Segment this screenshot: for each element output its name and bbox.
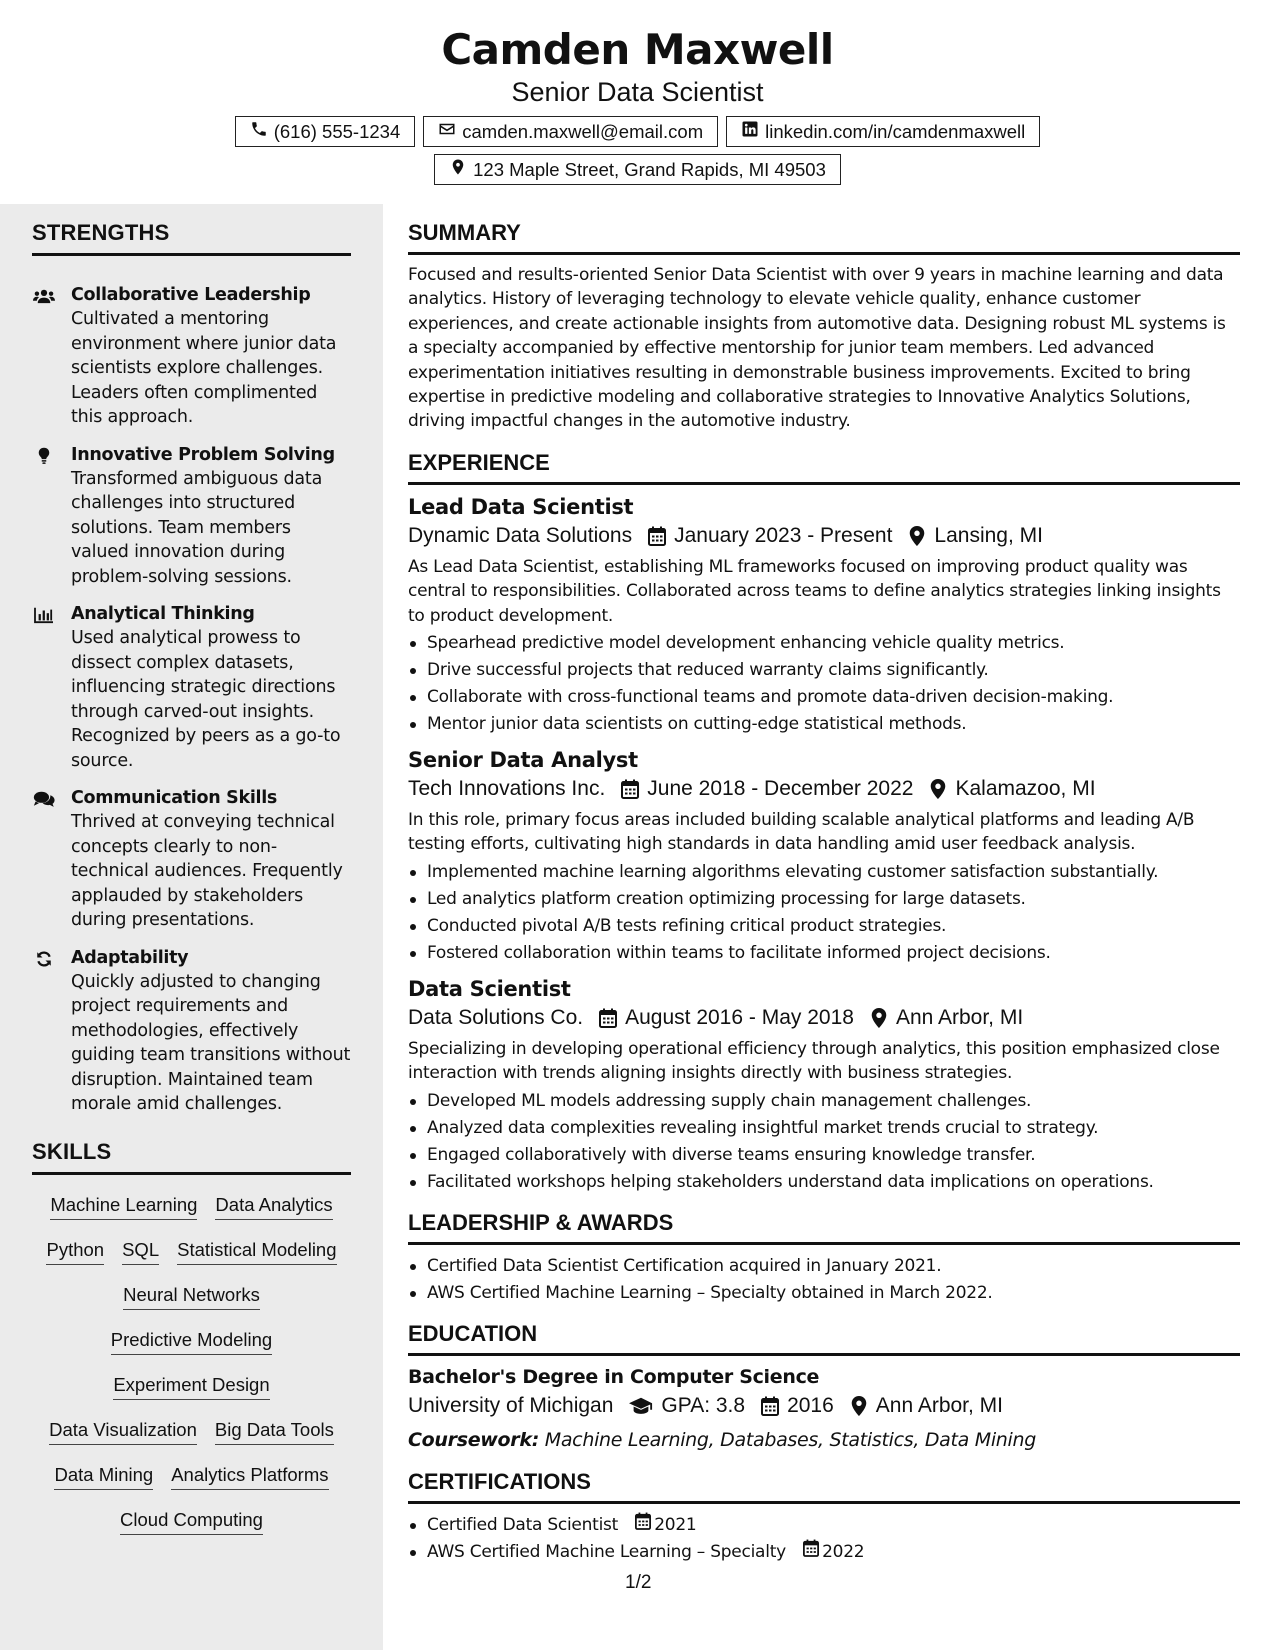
list-item: Engaged collaboratively with diverse teams ensuring knowledge transfer. (408, 1142, 1240, 1169)
job-entry (408, 975, 1240, 1196)
section-divider (408, 252, 1240, 255)
job-dates: January 2023 - Present (674, 523, 893, 547)
list-item (408, 1512, 1240, 1539)
certifications-list (408, 1512, 1240, 1566)
awards-heading: LEADERSHIP & AWARDS (408, 1209, 674, 1235)
skill-row (32, 1230, 351, 1275)
coursework-list: Machine Learning, Databases, Statistics, Data Mining (544, 1428, 1037, 1451)
job-bullets (408, 1088, 1240, 1196)
skill-tag: Machine Learning (50, 1194, 197, 1220)
section-divider (408, 1353, 1240, 1356)
cert-date (635, 1512, 696, 1539)
job-location: Kalamazoo, MI (955, 777, 1096, 801)
experience-heading: EXPERIENCE (408, 449, 550, 475)
envelope-icon (438, 120, 456, 143)
education-heading: EDUCATION (408, 1320, 538, 1346)
skill-tag: Big Data Tools (215, 1419, 334, 1445)
address-row (0, 154, 1275, 185)
job-bullets (408, 859, 1240, 967)
strength-desc: Quickly adjusted to changing project requirements and methodologies, effectively guiding team transitions without disruption. Maintained team morale amid challenges. (71, 971, 351, 1114)
calendar-icon (648, 526, 666, 546)
strength-desc: Used analytical prowess to dissect complex datasets, influencing strategic directions through carved-out insights. Recognized by peers as a go-to source. (71, 628, 341, 771)
candidate-name: Camden Maxwell (441, 25, 834, 74)
skill-row (32, 1185, 351, 1230)
linkedin-chip[interactable] (726, 116, 1040, 147)
users-icon (32, 286, 56, 306)
strength-title: Communication Skills (71, 788, 278, 808)
list-item: Collaborate with cross-functional teams and promote data-driven decision-making. (408, 684, 1240, 711)
resume-header (0, 0, 1275, 185)
strength-title: Adaptability (71, 947, 189, 968)
strength-title: Innovative Problem Solving (71, 444, 335, 465)
strength-title: Collaborative Leadership (71, 285, 311, 305)
job-bullets (408, 630, 1240, 738)
strength-item (32, 786, 351, 933)
email-text: camden.maxwell@email.com (462, 120, 704, 142)
job-description: In this role, primary focus areas included building scalable analytical platforms and leading A/B testing efforts, cultivating high standards in data handling amid user feedback analysis. (408, 810, 1195, 855)
map-pin-icon (850, 1396, 868, 1416)
skill-row (32, 1455, 351, 1500)
strength-item (32, 946, 351, 1117)
sync-icon (32, 949, 56, 969)
school-name: University of Michigan (408, 1393, 614, 1417)
skill-tag: Experiment Design (113, 1374, 269, 1400)
skill-row (32, 1275, 351, 1320)
calendar-icon (761, 1396, 779, 1416)
degree-title: Bachelor's Degree in Computer Science (408, 1365, 820, 1388)
linkedin-icon (741, 120, 759, 143)
company-name: Dynamic Data Solutions (408, 523, 633, 547)
job-meta (408, 1003, 1240, 1033)
skill-tag: Python (46, 1239, 104, 1265)
education-meta (408, 1391, 1240, 1421)
strength-item (32, 283, 351, 430)
graduation-cap-icon (629, 1396, 653, 1416)
skill-row (32, 1365, 351, 1410)
job-dates: August 2016 - May 2018 (625, 1005, 854, 1029)
strength-desc: Thrived at conveying technical concepts clearly to non-technical audiences. Frequently applauded by stakeholders during presentations. (71, 812, 343, 930)
skills-list (32, 1185, 351, 1545)
list-item: Certified Data Scientist Certification acquired in January 2021. (408, 1253, 1240, 1280)
section-divider (408, 1501, 1240, 1504)
job-entry (408, 746, 1240, 967)
map-pin-icon (449, 158, 467, 181)
skill-row (32, 1500, 351, 1545)
skill-row (32, 1410, 351, 1455)
cert-name: Certified Data Scientist (427, 1514, 619, 1535)
skill-tag: Data Visualization (49, 1419, 197, 1445)
skill-tag: Cloud Computing (120, 1509, 263, 1535)
strength-desc: Cultivated a mentoring environment where junior data scientists explore challenges. Leaders often complimented this approach. (71, 309, 337, 427)
section-divider (408, 1242, 1240, 1245)
strength-title: Analytical Thinking (71, 604, 255, 624)
calendar-icon (599, 1008, 617, 1028)
list-item: Developed ML models addressing supply chain management challenges. (408, 1088, 1240, 1115)
list-item: Mentor junior data scientists on cutting-edge statistical methods. (408, 711, 1240, 738)
calendar-icon (621, 779, 639, 799)
main-column (408, 204, 1240, 1566)
cert-name: AWS Certified Machine Learning – Specialty (427, 1541, 786, 1562)
cert-year: 2022 (822, 1541, 865, 1562)
skill-tag: Data Analytics (215, 1194, 332, 1220)
awards-list (408, 1253, 1240, 1307)
strength-item (32, 602, 351, 773)
company-name: Tech Innovations Inc. (408, 777, 606, 801)
school-location: Ann Arbor, MI (875, 1393, 1004, 1417)
company-name: Data Solutions Co. (408, 1005, 584, 1029)
list-item: Implemented machine learning algorithms elevating customer satisfaction substantially. (408, 859, 1240, 886)
skill-tag: Neural Networks (123, 1284, 260, 1310)
coursework (408, 1425, 1240, 1455)
cert-year: 2021 (654, 1514, 697, 1535)
cert-date (803, 1539, 864, 1566)
list-item: Fostered collaboration within teams to facilitate informed project decisions. (408, 940, 1240, 967)
page-number: 1/2 (625, 1572, 652, 1593)
certifications-heading: CERTIFICATIONS (408, 1468, 591, 1494)
summary-text: Focused and results-oriented Senior Data Scientist with over 9 years in machine learning and data analytics. History of leveraging technology to elevate vehicle quality, enhance customer experiences, and create actionable insights from automotive data. Designing robust ML systems is a specialty accompanied by effective mentorship for junior team members. Led advanced experimentation initiatives resulting in demonstrable business improvements. Excited to bring expertise in predictive modeling and collaborative strategies to Innovative Analytics Solutions, driving impactful changes in the automotive industry. (408, 265, 1226, 432)
map-pin-icon (870, 1008, 888, 1028)
section-divider (32, 1172, 351, 1175)
phone-icon (250, 120, 268, 143)
job-title: Lead Data Scientist (408, 494, 634, 519)
job-location: Ann Arbor, MI (895, 1005, 1024, 1029)
coursework-label: Coursework: (408, 1428, 539, 1451)
section-divider (408, 482, 1240, 485)
address-text: 123 Maple Street, Grand Rapids, MI 49503 (473, 158, 826, 180)
skill-tag: Statistical Modeling (177, 1239, 336, 1265)
bar-chart-icon (32, 605, 56, 625)
calendar-icon (635, 1512, 651, 1539)
skill-row (32, 1320, 351, 1365)
skill-tag: Predictive Modeling (111, 1329, 272, 1355)
linkedin-text: linkedin.com/in/camdenmaxwell (765, 120, 1026, 142)
graduation-year: 2016 (787, 1393, 834, 1417)
list-item (408, 1539, 1240, 1566)
skill-tag: SQL (122, 1239, 159, 1265)
list-item: Spearhead predictive model development enhancing vehicle quality metrics. (408, 630, 1240, 657)
skill-tag: Data Mining (54, 1464, 153, 1490)
job-description: Specializing in developing operational efficiency through analytics, this position emphasized close interaction with trends aligning insights directly with business strategies. (408, 1038, 1220, 1084)
map-pin-icon (929, 779, 947, 799)
list-item: Facilitated workshops helping stakeholders understand data implications on operations. (408, 1169, 1240, 1196)
strengths-heading: STRENGTHS (32, 220, 170, 245)
summary-heading: SUMMARY (408, 220, 521, 245)
strength-desc: Transformed ambiguous data challenges into structured solutions. Team members valued innovation during problem-solving sessions. (71, 468, 323, 587)
phone-text: (616) 555-1234 (273, 120, 401, 142)
job-dates: June 2018 - December 2022 (647, 777, 914, 801)
job-title: Senior Data Analyst (408, 748, 638, 773)
skills-heading: SKILLS (32, 1138, 112, 1164)
contact-row (0, 116, 1275, 147)
map-pin-icon (908, 526, 926, 546)
job-title: Data Scientist (408, 976, 571, 1001)
job-meta (408, 774, 1240, 804)
calendar-icon (803, 1539, 819, 1566)
gpa: GPA: 3.8 (661, 1393, 746, 1417)
list-item: Drive successful projects that reduced warranty claims significantly. (408, 657, 1240, 684)
address-chip[interactable] (434, 154, 841, 185)
lightbulb-icon (32, 446, 56, 466)
skill-tag: Analytics Platforms (171, 1464, 328, 1490)
strength-item (32, 443, 351, 590)
job-location: Lansing, MI (934, 523, 1043, 547)
left-sidebar (0, 204, 383, 1650)
list-item: Led analytics platform creation optimizing processing for large datasets. (408, 886, 1240, 913)
email-chip[interactable] (423, 116, 718, 147)
job-entry (408, 493, 1240, 738)
list-item: AWS Certified Machine Learning – Specialty obtained in March 2022. (408, 1280, 1240, 1307)
list-item: Conducted pivotal A/B tests refining critical product strategies. (408, 913, 1240, 940)
candidate-title: Senior Data Scientist (511, 77, 764, 107)
comments-icon (32, 789, 56, 809)
job-description: As Lead Data Scientist, establishing ML frameworks focused on improving product quality was central to responsibilities. Collaborated across teams to define analytics strategies linking insights to product development. (408, 556, 1221, 626)
list-item: Analyzed data complexities revealing insightful market trends crucial to strategy. (408, 1115, 1240, 1142)
job-meta (408, 521, 1240, 551)
phone-chip[interactable] (235, 116, 416, 147)
